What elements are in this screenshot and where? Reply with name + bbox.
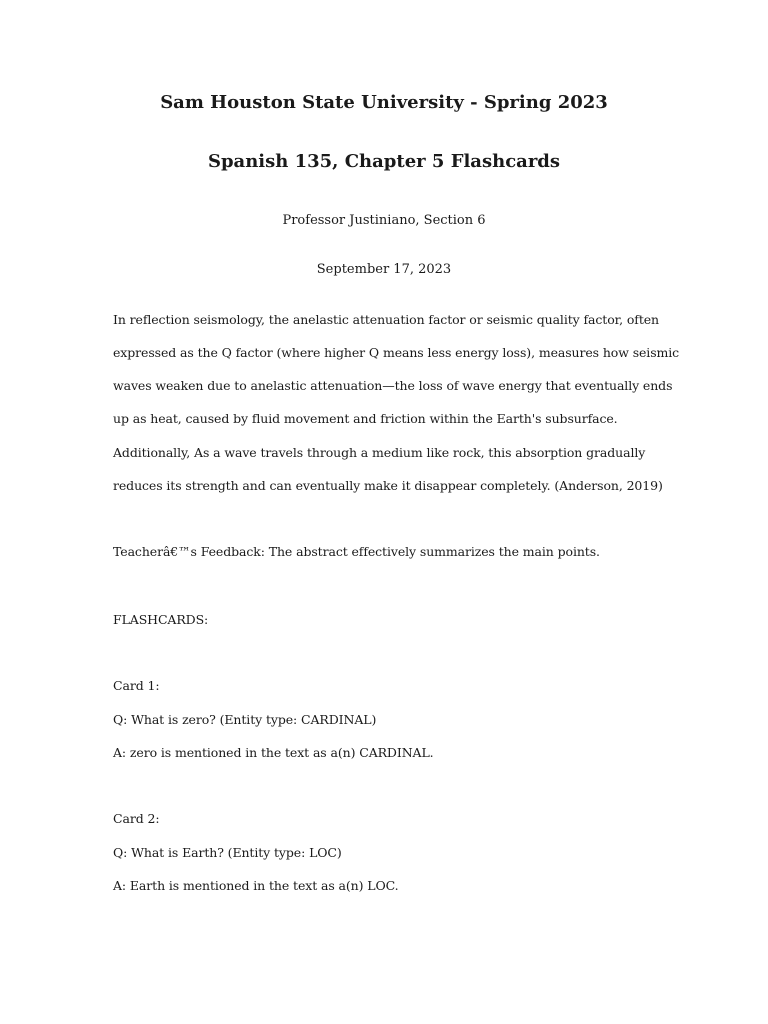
abstract-line: Additionally, As a wave travels through a medium like rock, this absorption gradually [113,445,646,460]
professor-line: Professor Justiniano, Section 6 [282,213,486,228]
card-answer: A: Earth is mentioned in the text as a(n) LOC. [113,878,399,893]
card-answer: A: zero is mentioned in the text as a(n) CARDINAL. [113,745,434,760]
date-line: September 17, 2023 [316,262,452,277]
abstract-line: In reflection seismology, the anelastic attenuation factor or seismic quality factor, often [113,312,659,327]
abstract-line: up as heat, caused by fluid movement and friction within the Earth's subsurface. [113,411,618,426]
abstract-line: expressed as the Q factor (where higher Q means less energy loss), measures how seismic [113,345,680,360]
university-title: Sam Houston State University - Spring 2023 [160,92,608,113]
flashcards-heading: FLASHCARDS: [113,612,209,627]
course-title: Spanish 135, Chapter 5 Flashcards [207,151,561,172]
card-label: Card 1: [113,678,160,693]
card-question: Q: What is Earth? (Entity type: LOC) [113,845,342,860]
card-label: Card 2: [113,811,160,826]
teacher-feedback: Teacherâ€™s Feedback: The abstract effectively summarizes the main points. [113,544,600,559]
abstract-line: waves weaken due to anelastic attenuation—the loss of wave energy that eventually ends [113,378,673,393]
abstract-line: reduces its strength and can eventually make it disappear completely. (Anderson, 2019) [113,478,663,493]
card-question: Q: What is zero? (Entity type: CARDINAL) [113,712,377,727]
